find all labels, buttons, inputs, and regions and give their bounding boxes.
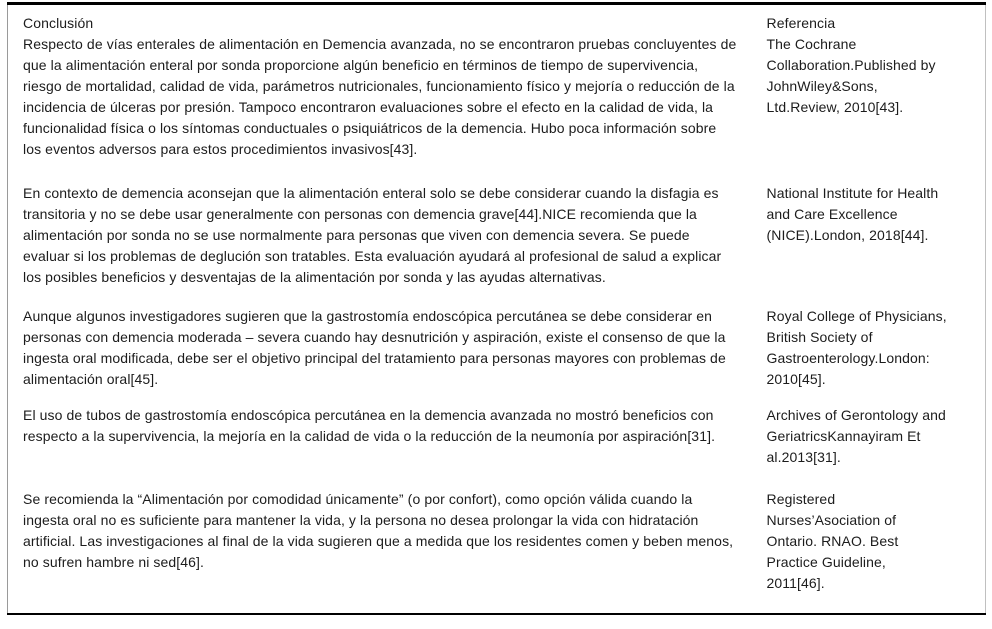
table-header-row (8, 4, 986, 35)
conclusion-cell: Se recomienda la “Alimentación por comodidad únicamente” (o por confort), como opción válida cuando la ingesta oral no es suficiente para mantener la vida, y la persona no desea prolongar la vida con hidratación artificial. Las investigaciones al final de la vida sugieren que a medida que los residentes comen y beben menos, no sufren hambre ni sed[46]. (23, 491, 734, 570)
reference-cell: The Cochrane Collaboration.Published by JohnWiley&Sons, Ltd.Review, 2010[43]. (766, 36, 936, 115)
reference-cell: Royal College of Physicians, British Society of Gastroenterology.London: 2010[45]. (766, 308, 947, 388)
reference-cell: Registered Nurses’Asociation of Ontario. RNAO. Best Practice Guideline, 2011[46]. (766, 491, 899, 591)
conclusion-cell: En contexto de demencia aconsejan que la alimentación enteral solo se debe considerar cuando la disfagia es transitoria y no se debe usar generalmente con personas con demencia grave[44].NICE recomienda que la alimentación por sonda no se use normalmente para personas que viven con demencia severa. Se puede evaluar si los problemas de deglución son tratables. Esta evaluación ayudará al profesional de salud a explicar los posibles beneficios y desventajas de la alimentación por sonda y las ayudas alternativas. (23, 184, 722, 285)
table-row (8, 489, 986, 614)
conclusion-cell: El uso de tubos de gastrostomía endoscópica percutánea en la demencia avanzada no mostró beneficios con respecto a la supervivencia, la mejoría en la calidad de vida o la reducción de la neumonía por aspiración[31]. (23, 407, 716, 445)
conclusions-references-table (7, 2, 986, 615)
table-row (8, 34, 986, 183)
conclusion-cell: Aunque algunos investigadores sugieren que la gastrostomía endoscópica percutánea se debe considerar en personas con demencia moderada – severa cuando hay desnutrición y aspiración, existe el consenso de que la ingesta oral modificada, debe ser el objetivo principal del tratamiento para personas mayores con problemas de alimentación oral[45]. (23, 308, 726, 388)
table-row (8, 183, 986, 307)
reference-cell: Archives of Gerontology and GeriatricsKannayiram Et al.2013[31]. (766, 407, 946, 466)
column-header-reference: Referencia (766, 15, 836, 31)
conclusion-cell: Respecto de vías enterales de alimentación en Demencia avanzada, no se encontraron pruebas concluyentes de que la alimentación enteral por sonda proporcione algún beneficio en términos de tiempo de supervivencia, riesgo de mortalidad, calidad de vida, parámetros nutricionales, funcionamiento físico y mejoría o reducción de la incidencia de úlceras por presión. Tampoco encontraron evaluaciones sobre el efecto en la calidad de vida, la funcionalidad física o los síntomas conductuales o psiquiátricos de la demencia. Hubo poca información sobre los eventos adversos para estos procedimientos invasivos[43]. (23, 36, 737, 157)
reference-cell: National Institute for Health and Care Excellence (NICE).London, 2018[44]. (766, 184, 939, 243)
column-header-conclusion: Conclusión (23, 15, 94, 31)
table-row (8, 405, 986, 489)
table-row (8, 306, 986, 405)
